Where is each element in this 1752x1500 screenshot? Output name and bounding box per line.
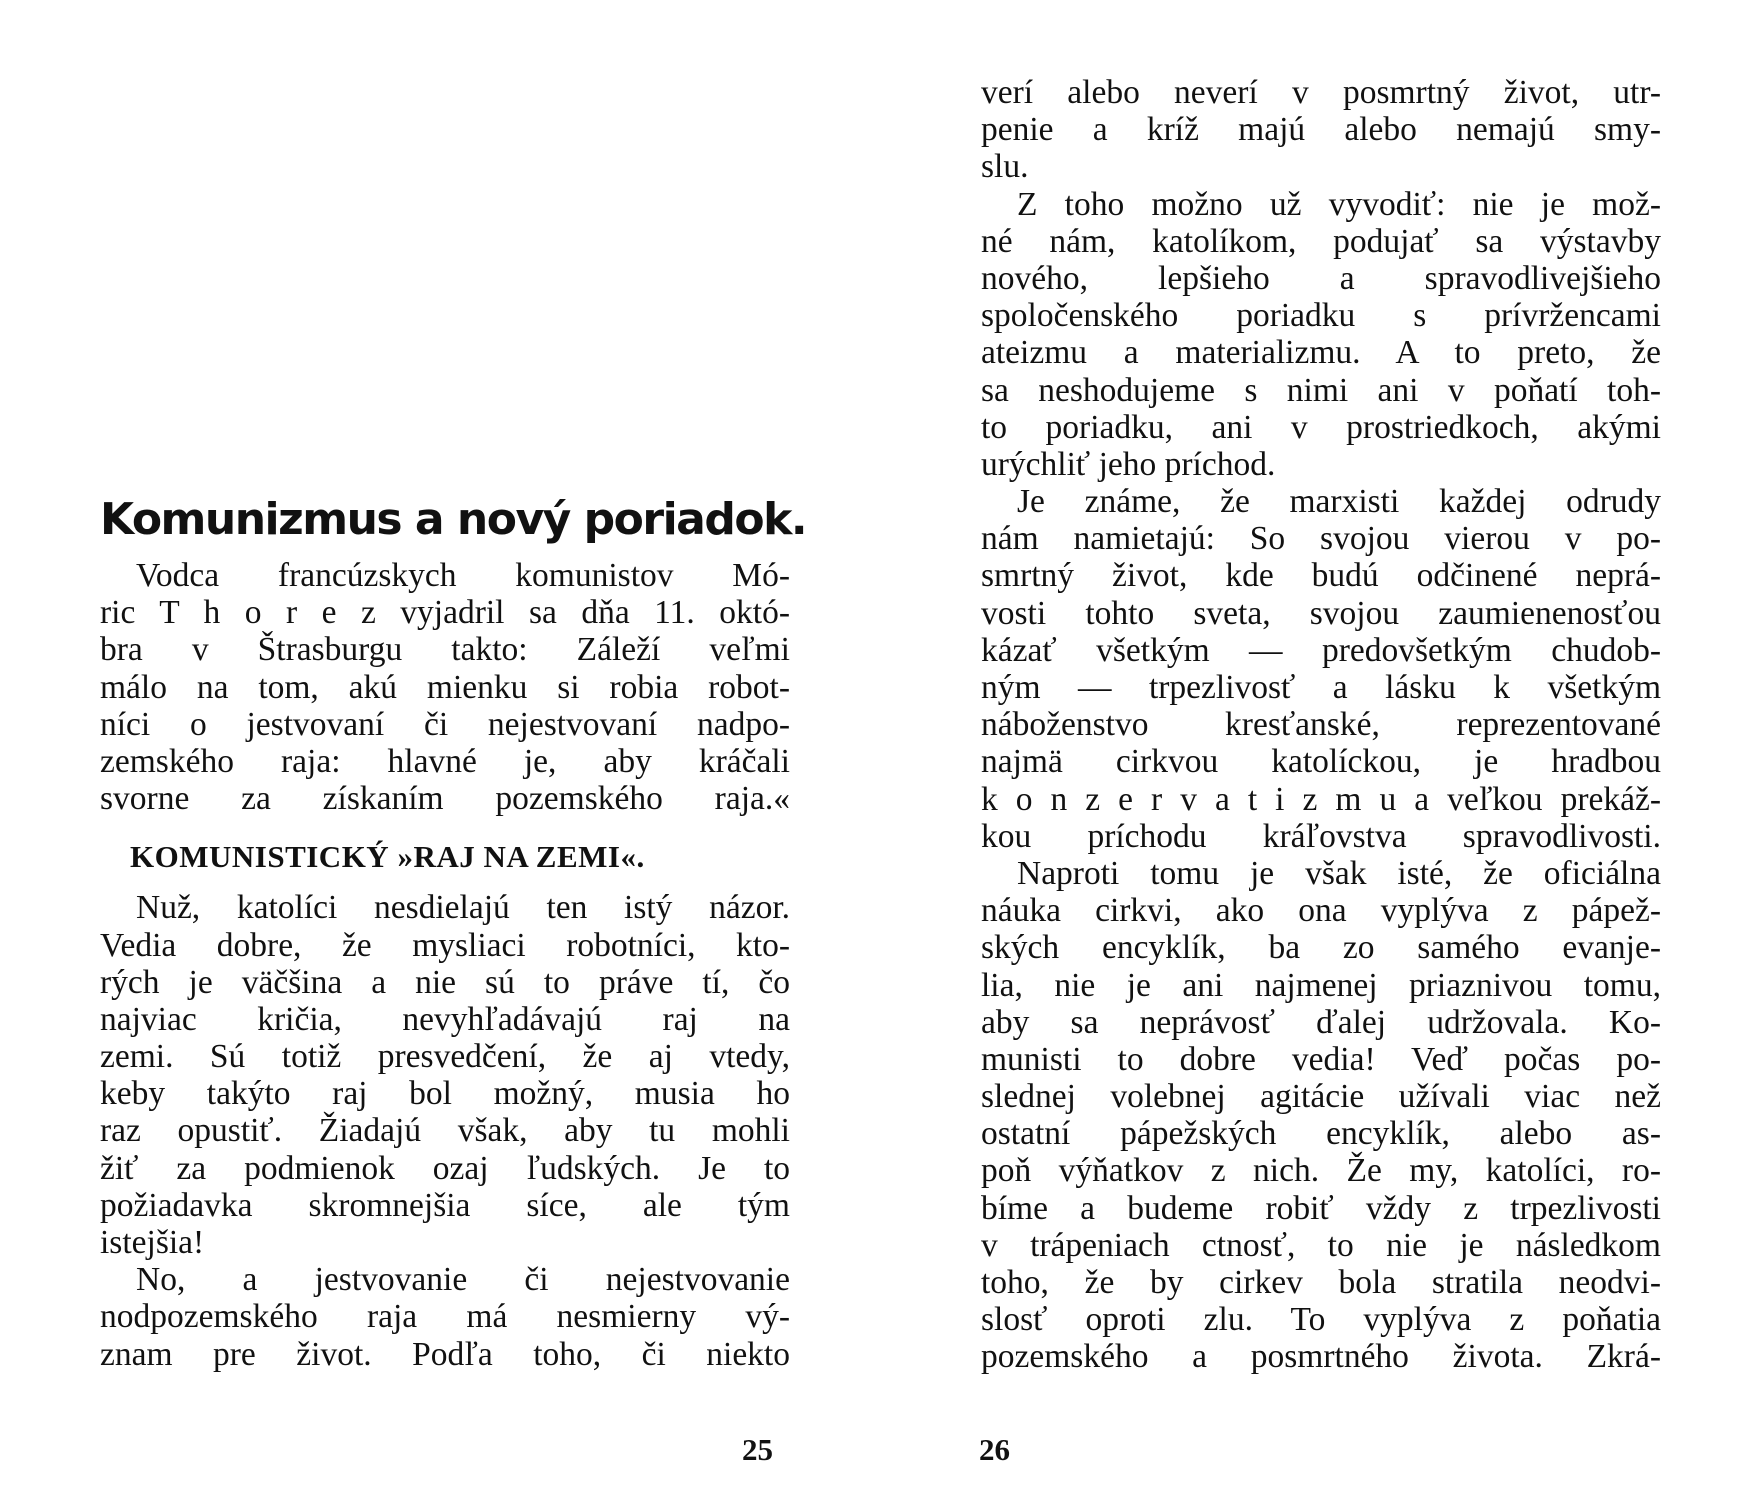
text-line: ostatní pápežských encyklík, alebo as-: [981, 1115, 1661, 1153]
section-subheading: KOMUNISTICKÝ »RAJ NA ZEMI«.: [130, 839, 645, 875]
text-line: to poriadku, ani v prostriedkoch, akými: [981, 408, 1661, 446]
text-line: sa neshodujeme s nimi ani v poňatí toh-: [981, 371, 1661, 409]
text-line: Nuž, katolíci nesdielajú ten istý názor.: [136, 889, 790, 927]
text-line: nového, lepšieho a spravodlivejšieho: [981, 259, 1661, 297]
text-line: urýchliť jeho príchod.: [981, 445, 1276, 483]
text-line: ských encyklík, ba zo samého evanje-: [981, 929, 1661, 967]
text-line: toho, že by cirkev bola stratila neodvi-: [981, 1264, 1661, 1301]
paragraph-catholics-view: [100, 889, 790, 1261]
text-line: spoločenského poriadku s prívržencami: [981, 297, 1661, 335]
text-line: poň výňatkov z nich. Že my, katolíci, ro-: [981, 1152, 1661, 1190]
text-line: keby takýto raj bol možný, musia ho: [100, 1075, 790, 1113]
paragraph-existence: [100, 1261, 790, 1373]
text-line: najviac kričia, nevyhľadávajú raj na: [100, 1000, 790, 1038]
text-line: bra v Štrasburgu takto: Záleží veľmi: [100, 631, 790, 669]
text-line: pozemského a posmrtného života. Zkrá-: [981, 1338, 1661, 1376]
text-line: slosť oproti zlu. To vyplýva z poňatia: [981, 1301, 1661, 1339]
right-page: [876, 0, 1752, 1500]
text-line: istejšia!: [100, 1224, 205, 1261]
text-line: najmä cirkvou katolíckou, je hradbou: [981, 743, 1661, 781]
page-number-right: 26: [979, 1432, 1010, 1467]
text-line: kázať všetkým — predovšetkým chudob-: [981, 631, 1661, 669]
paragraph-conclusion: [981, 186, 1661, 484]
text-line: v trápeniach ctnosť, to nie je následkom: [981, 1226, 1661, 1264]
paragraph-church-teaching: [981, 855, 1661, 1376]
text-line: ric T h o r e z vyjadril sa dňa 11. októ-: [100, 594, 790, 632]
text-line: nodpozemského raja má nesmierny vý-: [100, 1298, 790, 1336]
text-line: bíme a budeme robiť vždy z trpezlivosti: [981, 1189, 1661, 1227]
text-line: náboženstvo kresťanské, reprezentované: [981, 706, 1661, 744]
paragraph-thorez-quote: [100, 557, 790, 817]
text-line: ným — trpezlivosť a lásku k všetkým: [981, 669, 1661, 706]
text-line: kou príchodu kráľovstva spravodlivosti.: [981, 817, 1661, 855]
text-line: slednej volebnej agitácie užívali viac než: [981, 1078, 1661, 1116]
text-line: nám namietajú: So svojou vierou v po-: [981, 520, 1661, 558]
text-line: lia, nie je ani najmenej priaznivou tomu,: [981, 966, 1661, 1004]
chapter-title: Komunizmus a nový poriadok.: [100, 494, 807, 545]
text-line: Vodca francúzskych komunistov Mó-: [136, 557, 790, 594]
page-number-left: 25: [742, 1432, 773, 1467]
text-line: No, a jestvovanie či nejestvovanie: [136, 1261, 790, 1299]
text-line: náuka cirkvi, ako ona vyplýva z pápež-: [981, 892, 1661, 930]
paragraph-marxist-objection: [981, 483, 1661, 855]
text-line: žiť za podmienok ozaj ľudských. Je to: [100, 1149, 790, 1187]
paragraph-continuation: [981, 74, 1661, 186]
text-line: slu.: [981, 148, 1029, 186]
text-line: aby sa neprávosť ďalej udržovala. Ko-: [981, 1003, 1661, 1041]
text-line: munisti to dobre vedia! Veď počas po-: [981, 1040, 1661, 1078]
text-line: penie a kríž majú alebo nemajú smy-: [981, 111, 1661, 149]
text-line: zemi. Sú totiž presvedčení, že aj vtedy,: [100, 1038, 790, 1076]
text-line: ateizmu a materializmu. A to preto, že: [981, 334, 1661, 372]
text-line: Naproti tomu je však isté, že oficiálna: [1017, 854, 1661, 892]
text-line: né nám, katolíkom, podujať sa výstavby: [981, 222, 1661, 260]
text-line: k o n z e r v a t i z m u a veľkou prekáž-: [981, 780, 1661, 818]
text-line: smrtný život, kde budú odčinené neprá-: [981, 557, 1661, 595]
text-line: vosti tohto sveta, svojou zaumienenosťou: [981, 594, 1661, 632]
text-line: svorne za získaním pozemského raja.«: [100, 780, 790, 818]
text-line: zemského raja: hlavné je, aby kráčali: [100, 742, 790, 780]
text-line: znam pre život. Podľa toho, či niekto: [100, 1335, 790, 1373]
text-line: požiadavka skromnejšia síce, ale tým: [100, 1186, 790, 1224]
left-text-column: [100, 493, 807, 1373]
right-text-column: [981, 74, 1661, 1376]
text-line: rých je väčšina a nie sú to práve tí, čo: [100, 963, 790, 1001]
text-line: málo na tom, akú mienku si robia robot-: [100, 668, 790, 706]
text-line: Vedia dobre, že mysliaci robotníci, kto-: [100, 926, 790, 964]
text-line: Z toho možno už vyvodiť: nie je mož-: [1017, 185, 1661, 223]
text-line: Je známe, že marxisti každej odrudy: [1017, 483, 1661, 521]
text-line: verí alebo neverí v posmrtný život, utr-: [981, 74, 1661, 111]
text-line: níci o jestvovaní či nejestvovaní nadpo-: [100, 705, 790, 743]
text-line: raz opustiť. Žiadajú však, aby tu mohli: [100, 1112, 790, 1150]
